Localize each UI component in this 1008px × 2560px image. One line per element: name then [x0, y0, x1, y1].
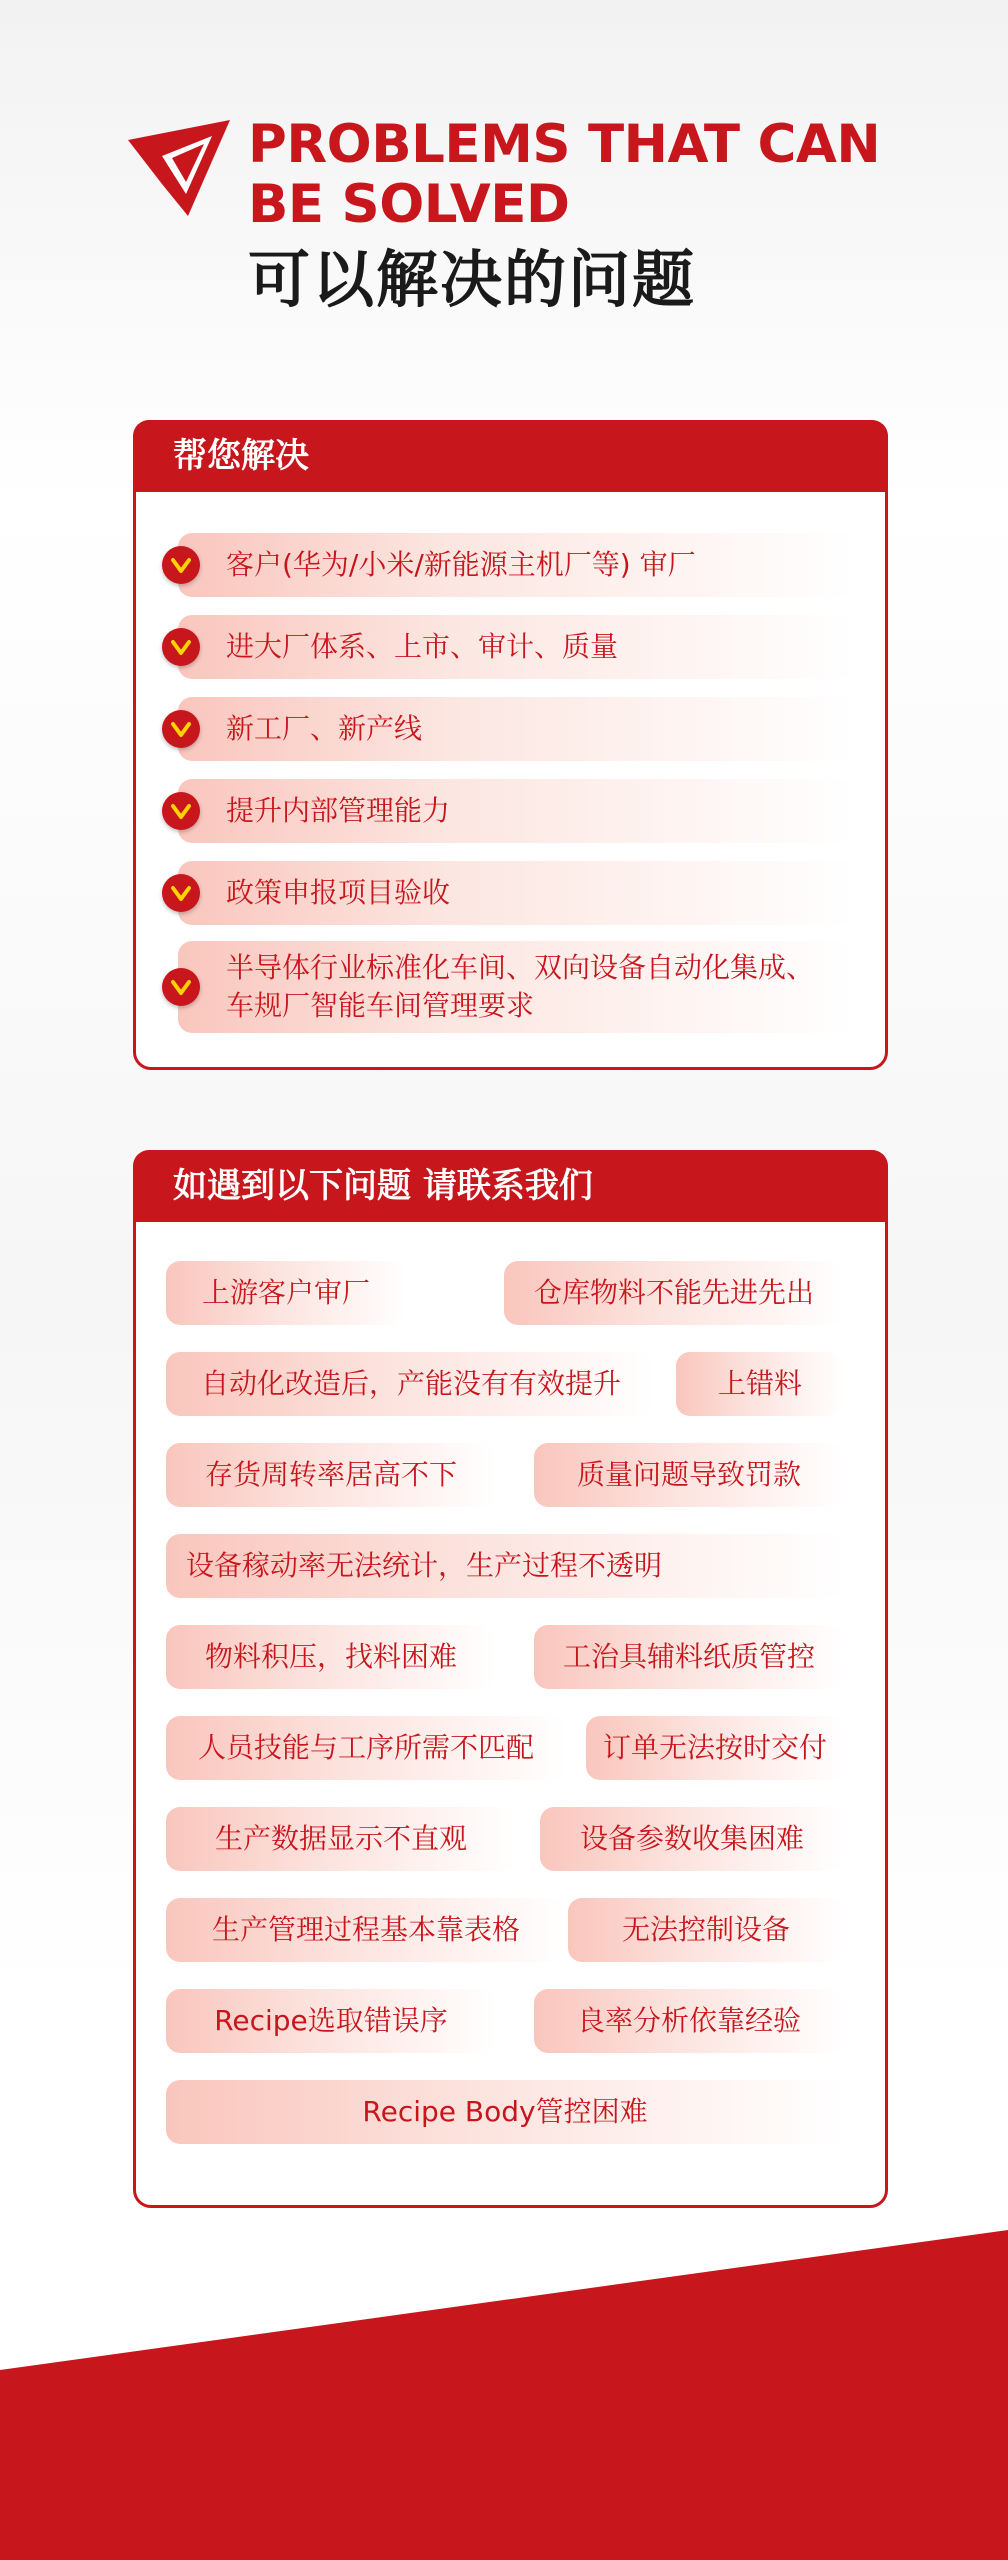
- solution-item-label: 新工厂、新产线: [226, 712, 423, 745]
- problem-chip: 人员技能与工序所需不匹配: [166, 1716, 566, 1780]
- problem-chip: 生产管理过程基本靠表格: [166, 1898, 566, 1962]
- solution-item: [178, 697, 854, 761]
- problems-panel-header: 如遇到以下问题 请联系我们: [133, 1150, 888, 1222]
- solutions-panel-header: 帮您解决: [133, 420, 888, 492]
- page-title-english: [248, 115, 948, 235]
- check-circle-icon: [162, 968, 200, 1006]
- problem-chip: 存货周转率居高不下: [166, 1443, 496, 1507]
- check-circle-icon: [162, 874, 200, 912]
- title-line-2: BE SOLVED: [248, 174, 570, 235]
- title-line-1: PROBLEMS THAT CAN: [248, 114, 881, 175]
- brand-logo: [128, 120, 230, 216]
- problem-chip: Recipe选取错误序: [166, 1989, 496, 2053]
- check-circle-icon: [162, 792, 200, 830]
- problem-chip: 上游客户审厂: [166, 1261, 406, 1325]
- solution-item-label: 客户(华为/小米/新能源主机厂等) 审厂: [226, 548, 696, 581]
- solutions-panel: [133, 420, 888, 1070]
- check-circle-icon: [162, 546, 200, 584]
- solution-item-label: 半导体行业标准化车间、双向设备自动化集成、 车规厂智能车间管理要求: [226, 951, 815, 1022]
- problem-chip: 生产数据显示不直观: [166, 1807, 516, 1871]
- solution-item: [178, 941, 854, 1033]
- solution-item: [178, 533, 854, 597]
- solution-item: [178, 779, 854, 843]
- check-circle-icon: [162, 710, 200, 748]
- problem-chip: 设备参数收集困难: [540, 1807, 844, 1871]
- solution-item-label: 政策申报项目验收: [226, 876, 451, 909]
- problem-chip: 订单无法按时交付: [586, 1716, 844, 1780]
- solution-item: [178, 861, 854, 925]
- problem-chip: 良率分析依靠经验: [534, 1989, 844, 2053]
- solution-item-label: 提升内部管理能力: [226, 794, 451, 827]
- check-circle-icon: [162, 628, 200, 666]
- problem-chip: Recipe Body管控困难: [166, 2080, 844, 2144]
- page-title-chinese: 可以解决的问题: [248, 243, 697, 316]
- problem-chip: 无法控制设备: [568, 1898, 844, 1962]
- problem-chip: 自动化改造后，产能没有有效提升: [166, 1352, 656, 1416]
- problem-chip: 物料积压，找料困难: [166, 1625, 496, 1689]
- problem-chip: 工治具辅料纸质管控: [534, 1625, 844, 1689]
- problem-chip: 上错料: [676, 1352, 844, 1416]
- solution-item-label: 进大厂体系、上市、审计、质量: [226, 630, 619, 663]
- problem-chip: 设备稼动率无法统计，生产过程不透明: [166, 1534, 844, 1598]
- problems-panel: [133, 1150, 888, 2208]
- solution-item: [178, 615, 854, 679]
- bottom-red-band: [0, 2230, 1008, 2560]
- problem-chip: 仓库物料不能先进先出: [504, 1261, 844, 1325]
- problem-chip: 质量问题导致罚款: [534, 1443, 844, 1507]
